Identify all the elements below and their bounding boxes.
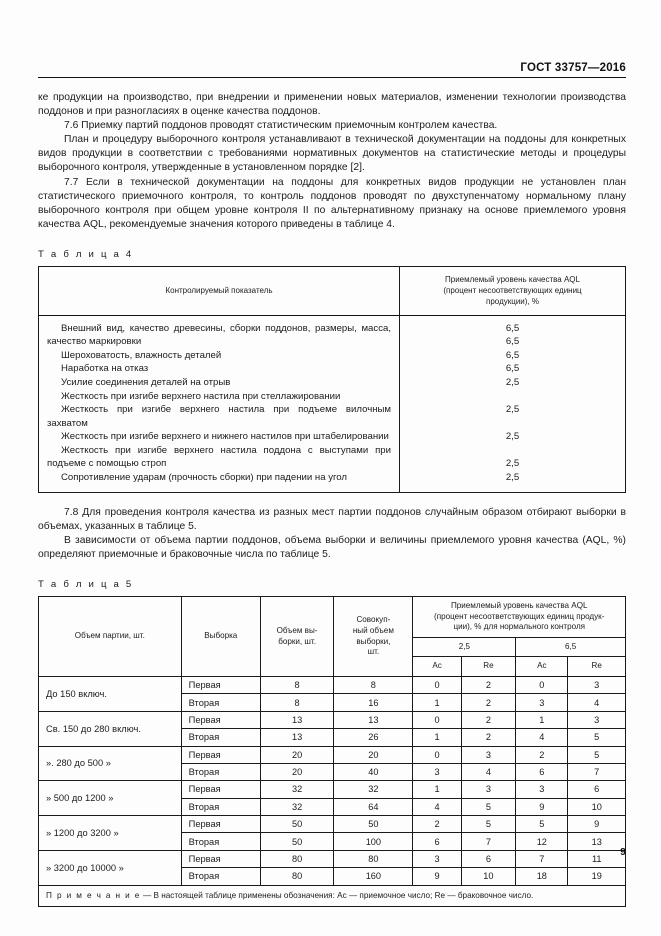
table4-header-row <box>39 266 626 315</box>
table5-lot-6: » 500 до 1200 » <box>39 781 182 816</box>
table5-ac65-3: 4 <box>516 729 568 746</box>
table5-ac65-9: 12 <box>516 833 568 850</box>
table5-cumulative-7: 64 <box>334 798 413 815</box>
table5-re65-10: 11 <box>568 850 626 867</box>
table4-aql-line-2: (процент несоответствующих единиц <box>443 286 582 296</box>
standard-id-header: ГОСТ 33757—2016 <box>520 62 626 74</box>
table5-samplesize-8: 50 <box>260 816 333 833</box>
table5-ac65-2: 1 <box>516 711 568 728</box>
table5-re65-4: 5 <box>568 746 626 763</box>
table5-cumulative-0: 8 <box>334 677 413 694</box>
table5-col-sample: Выборка <box>181 597 260 677</box>
table5-re25-9: 7 <box>461 833 516 850</box>
table4-aql-2: 6,5 <box>505 349 520 361</box>
table5-re65-11: 19 <box>568 868 626 885</box>
table5-re25-5: 4 <box>461 763 516 780</box>
table4-indicator-3: Усилие соединения деталей на отрыв <box>61 376 231 388</box>
table-row <box>39 746 626 763</box>
table5-aql-group-line-2: (процент несоответствующих единиц продук- <box>434 611 605 621</box>
table4-indicator-8: Сопротивление ударам (прочность сборки) при падении на угол <box>61 472 348 484</box>
table5-ac25-7: 4 <box>413 798 461 815</box>
table5-sample-6: Первая <box>181 781 260 798</box>
table5-sample-0: Первая <box>181 677 260 694</box>
table5-ac65-header: Ac <box>516 657 568 677</box>
table4-aql-1: 6,5 <box>505 336 520 348</box>
table5-ac25-9: 6 <box>413 833 461 850</box>
paragraph-7-6: 7.6 Приемку партий поддонов проводят статистическим приемочным контролем качества. <box>64 120 498 132</box>
table5-ac25-5: 3 <box>413 763 461 780</box>
table5-sample-1: Вторая <box>181 694 260 711</box>
table5-samplesize-9: 50 <box>260 833 333 850</box>
table5-ac65-4: 2 <box>516 746 568 763</box>
table5-note-text: — В настоящей таблице применены обозначения: Ac — приемочное число; Re — браковочное число. <box>140 890 534 900</box>
table5-re25-3: 2 <box>461 729 516 746</box>
table5-lot-2: Св. 150 до 280 включ. <box>39 711 182 746</box>
table5-sample-4: Первая <box>181 746 260 763</box>
table5-ac65-6: 3 <box>516 781 568 798</box>
table4-aql-4: 2,5 <box>505 376 520 388</box>
table5-cumulative-line-1: Совокуп- <box>356 615 391 625</box>
table5-lot-4: ». 280 до 500 » <box>39 746 182 781</box>
table5-re65-8: 9 <box>568 816 626 833</box>
table5-ac25-2: 0 <box>413 711 461 728</box>
table4-aql-6: 2,5 <box>505 431 520 443</box>
table5-samplesize-1: 8 <box>260 694 333 711</box>
table5-col-cumulative <box>334 597 413 677</box>
table5-re25-4: 3 <box>461 746 516 763</box>
table5-re65-7: 10 <box>568 798 626 815</box>
table5-re25-1: 2 <box>461 694 516 711</box>
table5-lot-0: До 150 включ. <box>39 677 182 712</box>
table5-cumulative-line-4: шт. <box>367 647 380 657</box>
table4-aql-3: 6,5 <box>505 363 520 375</box>
table5-sample-10: Первая <box>181 850 260 867</box>
table5-note-row <box>39 885 626 907</box>
table5-sample-5: Вторая <box>181 763 260 780</box>
header-divider <box>38 77 626 78</box>
table5-re25-11: 10 <box>461 868 516 885</box>
table5-aql-group-line-1: Приемлемый уровень качества AQL <box>450 601 588 611</box>
table5-lot-10: » 3200 до 10000 » <box>39 850 182 885</box>
table5-body <box>39 677 626 907</box>
table5-note-lead: П р и м е ч а н и е <box>46 890 141 900</box>
table5-samplesize-6: 32 <box>260 781 333 798</box>
table5-samplesize-7: 32 <box>260 798 333 815</box>
table4-caption: Т а б л и ц а 4 <box>38 248 134 260</box>
table5-samplesize-10: 80 <box>260 850 333 867</box>
table5-ac65-1: 3 <box>516 694 568 711</box>
table5-re25-0: 2 <box>461 677 516 694</box>
table5-aql-25-header: 2,5 <box>413 637 516 657</box>
table4-aql-line-3: продукции), % <box>486 297 539 307</box>
table5-cumulative-9: 100 <box>334 833 413 850</box>
table4-aql-8: 2,5 <box>505 472 520 484</box>
table5-samplesize-5: 20 <box>260 763 333 780</box>
table-row <box>39 677 626 694</box>
table4-col-indicator: Контролируемый показатель <box>39 266 400 315</box>
table-4 <box>38 266 626 493</box>
table5-re25-6: 3 <box>461 781 516 798</box>
table4-indicator-0: Внешний вид, качество древесины, сборки поддонов, размеры, масса, качество маркировки <box>47 322 391 348</box>
table5-ac65-10: 7 <box>516 850 568 867</box>
table4-indicator-4: Жесткость при изгибе верхнего настила при стеллажировании <box>61 390 341 402</box>
table5-ac25-6: 1 <box>413 781 461 798</box>
paragraph-7-7: 7.7 Если в технической документации на поддоны для конкретных видов продукции не установлен план статистического приемочного контроля, то контроль поддонов проводят по двухступенчатому нормальному плану выборочного контроля при общем уровне контроля II по альтернативному признаку на основе приемлемого уровня качества AQL, рекомендуемые значения которого приведены в таблице 4. <box>38 176 626 230</box>
table5-ac65-5: 6 <box>516 763 568 780</box>
table5-re25-7: 5 <box>461 798 516 815</box>
table5-ac25-3: 1 <box>413 729 461 746</box>
table5-ac25-10: 3 <box>413 850 461 867</box>
table5-ac65-11: 18 <box>516 868 568 885</box>
table4-aql-line-1: Приемлемый уровень качества AQL <box>445 274 580 284</box>
table5-re65-2: 3 <box>568 711 626 728</box>
table5-re65-3: 5 <box>568 729 626 746</box>
table4-indicator-7: Жесткость при изгибе верхнего настила поддона с выступами при подъеме с помощью строп <box>47 444 391 470</box>
table4-body-row <box>39 315 626 492</box>
table5-re65-header: Re <box>568 657 626 677</box>
table4-indicator-list <box>39 315 400 492</box>
table5-sample-11: Вторая <box>181 868 260 885</box>
table5-sample-7: Вторая <box>181 798 260 815</box>
table-row <box>39 781 626 798</box>
table-5 <box>38 596 626 907</box>
table5-ac25-0: 0 <box>413 677 461 694</box>
table5-re65-0: 3 <box>568 677 626 694</box>
table5-sample-9: Вторая <box>181 833 260 850</box>
table5-ac25-8: 2 <box>413 816 461 833</box>
table5-caption: Т а б л и ц а 5 <box>38 579 134 591</box>
table4-aql-5: 2,5 <box>505 404 520 416</box>
table5-ac65-8: 5 <box>516 816 568 833</box>
table5-re25-2: 2 <box>461 711 516 728</box>
table5-cumulative-2: 13 <box>334 711 413 728</box>
table5-cumulative-1: 16 <box>334 694 413 711</box>
table5-samplesize-11: 80 <box>260 868 333 885</box>
paragraph-continuation: ке продукции на производство, при внедрении и применении новых материалов, изменении технологии производства поддонов и при разногласиях в оценке качества поддонов. <box>38 92 626 118</box>
table5-note <box>39 885 626 907</box>
table5-re65-6: 6 <box>568 781 626 798</box>
page-content <box>38 0 626 907</box>
table-row <box>39 816 626 833</box>
paragraph-acceptance-numbers: В зависимости от объема партии поддонов, объема выборки и величины приемлемого уровня качества (AQL, %) определяют приемочные и браковочные числа по таблице 5. <box>38 534 626 560</box>
table5-ac25-11: 9 <box>413 868 461 885</box>
table4-aql-list <box>400 315 626 492</box>
table5-ac65-7: 9 <box>516 798 568 815</box>
table4-indicator-1: Шероховатость, влажность деталей <box>61 349 222 361</box>
table4-aql-0: 6,5 <box>505 322 520 334</box>
table4-aql-7: 2,5 <box>505 458 520 470</box>
table5-aql-65-header: 6,5 <box>516 637 626 657</box>
table5-cumulative-5: 40 <box>334 763 413 780</box>
table5-re25-header: Re <box>461 657 516 677</box>
table5-re25-10: 6 <box>461 850 516 867</box>
table5-cumulative-line-3: выборки, <box>356 636 391 646</box>
table-row <box>39 850 626 867</box>
table4-indicator-6: Жесткость при изгибе верхнего и нижнего настилов при штабелировании <box>61 431 389 443</box>
table5-cumulative-11: 160 <box>334 868 413 885</box>
intro-paragraph-block <box>38 91 626 232</box>
table4-indicator-5: Жесткость при изгибе верхнего настила при подъеме вилочным захватом <box>47 404 391 429</box>
table5-col-sample-size <box>260 597 333 677</box>
table5-header-row-1 <box>39 597 626 638</box>
table5-samplesize-2: 13 <box>260 711 333 728</box>
mid-paragraph-block <box>38 506 626 562</box>
table5-ac25-4: 0 <box>413 746 461 763</box>
table5-cumulative-line-2: ный объем <box>352 625 394 635</box>
table5-re65-1: 4 <box>568 694 626 711</box>
table5-cumulative-10: 80 <box>334 850 413 867</box>
table4-indicator-2: Наработка на отказ <box>61 363 149 375</box>
table5-sample-size-line-1: Объем вы- <box>276 625 318 635</box>
page-number: 9 <box>620 846 626 858</box>
table5-sample-3: Вторая <box>181 729 260 746</box>
table5-re65-9: 13 <box>568 833 626 850</box>
table5-re65-5: 7 <box>568 763 626 780</box>
table4-col-aql <box>400 266 626 315</box>
table5-samplesize-0: 8 <box>260 677 333 694</box>
table5-sample-8: Первая <box>181 816 260 833</box>
table5-re25-8: 5 <box>461 816 516 833</box>
table5-sample-2: Первая <box>181 711 260 728</box>
table5-cumulative-8: 50 <box>334 816 413 833</box>
table5-cumulative-6: 32 <box>334 781 413 798</box>
table5-samplesize-4: 20 <box>260 746 333 763</box>
table5-lot-8: » 1200 до 3200 » <box>39 816 182 851</box>
table5-samplesize-3: 13 <box>260 729 333 746</box>
table5-col-aql-group <box>413 597 626 638</box>
table5-sample-size-line-2: борки, шт. <box>278 636 316 646</box>
paragraph-sampling-plan: План и процедуру выборочного контроля устанавливают в технической документации на поддоны для конкретных видов продукции в соответствии с требованиями нормативных документов на статистические методы и процедуры выборочного контроля, утвержденные в установленном порядке [2]. <box>38 134 626 174</box>
paragraph-7-8: 7.8 Для проведения контроля качества из разных мест партии поддонов случайным образом отбирают выборки в объемах, указанных в таблице 5. <box>38 506 626 532</box>
table5-ac25-header: Ac <box>413 657 461 677</box>
table-row <box>39 711 626 728</box>
table5-col-lot-size: Объем партии, шт. <box>39 597 182 677</box>
table5-aql-group-line-3: ции), % для нормального контроля <box>453 622 586 632</box>
table5-ac25-1: 1 <box>413 694 461 711</box>
table5-cumulative-3: 26 <box>334 729 413 746</box>
table5-cumulative-4: 20 <box>334 746 413 763</box>
table5-ac65-0: 0 <box>516 677 568 694</box>
